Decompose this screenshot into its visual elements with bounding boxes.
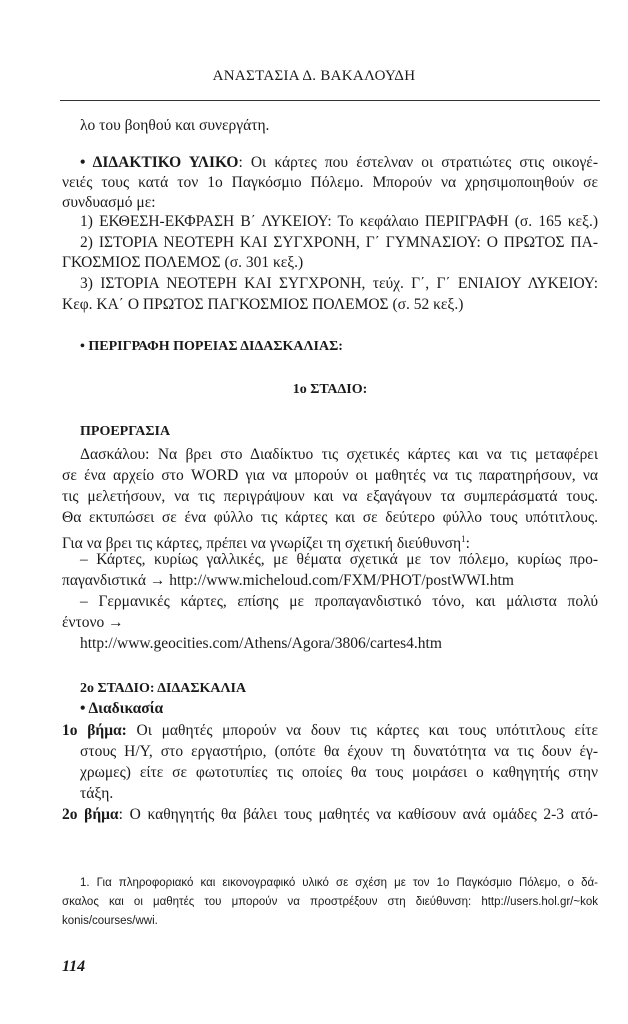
intro-line: λο του βοηθού και συνεργάτη. xyxy=(80,117,270,134)
material-line-3: συνδυασμό με: xyxy=(62,194,156,211)
header-rule xyxy=(60,100,600,101)
stage2-subtitle: • Διαδικασία xyxy=(80,700,164,717)
stage1-line: έντονο → xyxy=(62,614,124,631)
course-heading: • ΠΕΡΙΓΡΑΦΗ ΠΟΡΕΙΑΣ ΔΙΔΑΣΚΑΛΙΑΣ: xyxy=(80,339,343,354)
stage1-line: – Κάρτες, κυρίως γαλλικές, με θέματα σχετικά με τον πόλεμο, κυρίως προ- xyxy=(80,551,598,568)
material-text: : Οι κάρτες που έστελναν οι στρατιώτες στις οικογέ- xyxy=(238,154,598,171)
stage1-line: Θα εκτυπώσει σε ένα φύλλο τις κάρτες και σε δεύτερο φύλλο τους υπότιτλους. xyxy=(62,509,598,526)
material-label: • ΔΙΔΑΚΤΙΚΟ ΥΛΙΚΟ xyxy=(80,154,239,171)
stage1-line: τις μελετήσουν, να τις περιγράψουν και να εξαγάγουν τα συμπεράσματά τους. xyxy=(62,488,598,505)
stage1-title: 1ο ΣΤΑΔΙΟ: xyxy=(292,382,368,397)
stage1-line xyxy=(62,529,598,553)
stage2-title: 2ο ΣΤΑΔΙΟ: ΔΙΔΑΣΚΑΛΙΑ xyxy=(80,681,247,696)
step1-text: Οι μαθητές μπορούν να δουν τις κάρτες και τους υπότιτλους είτε xyxy=(126,722,598,739)
material-item-2: 2) ΙΣΤΟΡΙΑ ΝΕΟΤΕΡΗ ΚΑΙ ΣΥΓΧΡΟΝΗ, Γ΄ ΓΥΜΝΑΣΙΟΥ: Ο ΠΡΩΤΟΣ ΠΑ- xyxy=(80,234,598,251)
step2-line xyxy=(62,805,598,825)
material-line-2: νειές τους κατά τον 1ο Παγκόσμιο Πόλεμο. Μπορούν να χρησιμοποιηθούν σε xyxy=(62,174,598,191)
footnote-line: σκαλος και οι μαθητές του μπορούν να προστρέξουν στη διεύθυνση: http://users.hol.gr/~kok xyxy=(62,896,598,908)
step1-line: στους Η/Υ, στο εργαστήριο, (οπότε θα έχουν τη δυνατότητα να τις δουν έγ- xyxy=(80,743,598,760)
step2-label: 2ο βήμα xyxy=(62,806,119,823)
stage1-subtitle: ΠΡΟΕΡΓΑΣΙΑ xyxy=(80,424,171,439)
stage1-line: σε ένα αρχείο στο WORD για να μπορούν οι μαθητές να τις παρατηρήσουν, να xyxy=(62,467,598,484)
footnote-line: konis/courses/wwi. xyxy=(62,915,158,927)
footnote-line: 1. Για πληροφοριακό και εικονογραφικό υλικό σε σχέση με τον 1ο Παγκόσμιο Πόλεμο, ο δά- xyxy=(80,877,598,889)
page-number: 114 xyxy=(62,958,86,975)
step1-line-1 xyxy=(62,721,598,741)
material-item-3-cont: Κεφ. ΚΑ΄ Ο ΠΡΩΤΟΣ ΠΑΓΚΟΣΜΙΟΣ ΠΟΛΕΜΟΣ (σ. 52 κεξ.) xyxy=(62,296,464,313)
step1-line: χρωμες) είτε σε φωτοτυπίες τις οποίες θα τους μοιράσει ο καθηγητής στην xyxy=(80,764,598,781)
step2-text: : Ο καθηγητής θα βάλει τους μαθητές να καθίσουν ανά ομάδες 2-3 ατό- xyxy=(118,806,598,823)
running-header: ΑΝΑΣΤΑΣΙΑ Δ. ΒΑΚΑΛΟΥΔΗ xyxy=(212,68,416,84)
stage1-line: – Γερμανικές κάρτες, επίσης με προπαγανδιστικό τόνο, και μάλιστα πολύ xyxy=(80,593,598,610)
step1-line: τάξη. xyxy=(80,785,114,802)
stage1-link-line: παγανδιστικά → http://www.micheloud.com/FXM/PHOT/postWWI.htm xyxy=(62,572,514,589)
step1-label: 1ο βήμα: xyxy=(62,722,127,739)
footnote-ref[interactable]: 1 xyxy=(461,534,466,544)
material-line-1 xyxy=(80,153,598,173)
material-item-2-cont: ΓΚΟΣΜΙΟΣ ΠΟΛΕΜΟΣ (σ. 301 κεξ.) xyxy=(62,254,304,271)
stage1-line-tail: : xyxy=(465,535,470,553)
stage1-line: Δασκάλου: Να βρει στο Διαδίκτυο τις σχετικές κάρτες και να τις μεταφέρει xyxy=(80,446,598,463)
material-item-3: 3) ΙΣΤΟΡΙΑ ΝΕΟΤΕΡΗ ΚΑΙ ΣΥΓΧΡΟΝΗ, τεύχ. Γ΄, Γ΄ ΕΝΙΑΙΟΥ ΛΥΚΕΙΟΥ: xyxy=(80,275,598,292)
material-item-1: 1) ΕΚΘΕΣΗ-ΕΚΦΡΑΣΗ Β΄ ΛΥΚΕΙΟΥ: Το κεφάλαιο ΠΕΡΙΓΡΑΦΗ (σ. 165 κεξ.) xyxy=(80,213,598,230)
stage1-link[interactable]: http://www.geocities.com/Athens/Agora/3806/cartes4.htm xyxy=(80,635,442,652)
stage1-line-text: Για να βρει τις κάρτες, πρέπει να γνωρίζει τη σχετική διεύθυνση xyxy=(62,535,462,553)
